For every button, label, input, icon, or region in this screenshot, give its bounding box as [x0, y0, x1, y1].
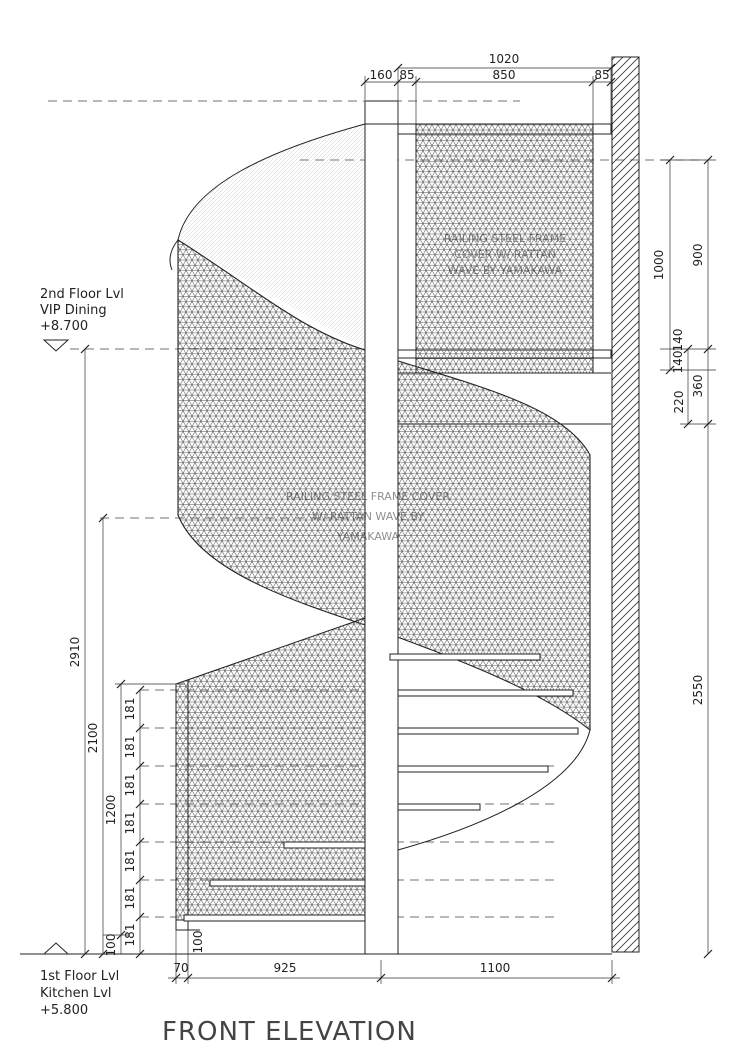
lower-level-name: 1st Floor Lvl: [40, 969, 120, 984]
dim-riser-1: 181: [123, 697, 137, 721]
dim-top-1: 160: [369, 68, 393, 82]
top-dimensions: [361, 52, 615, 124]
dim-right-1000: 1000: [652, 249, 666, 281]
note-main-line-3: YAMAKAWA: [336, 530, 400, 543]
dim-bottom-925: 925: [273, 961, 297, 975]
dim-right-360: 360: [691, 374, 705, 398]
dim-riser-2: 181: [123, 735, 137, 759]
note-upper-line-1: RAILING STEEL FRAME: [443, 232, 567, 245]
upper-level-name: 2nd Floor Lvl: [40, 287, 124, 302]
note-main-line-1: RAILING STEEL FRAME COVER: [285, 490, 451, 503]
dim-right-900: 900: [691, 243, 705, 267]
note-main-line-2: W/ RATTAN WAVE BY: [311, 510, 425, 523]
dim-riser-3: 181: [123, 773, 137, 797]
dim-top-2: 85: [399, 68, 415, 82]
central-post: [365, 101, 398, 954]
lower-level-room: Kitchen Lvl: [40, 986, 112, 1001]
dim-left-1200: 1200: [104, 794, 118, 826]
upper-level-marker: [40, 287, 124, 351]
dim-left-2100: 2100: [86, 722, 100, 754]
dim-right-140a: 140: [671, 328, 685, 352]
upper-level-elevation: +8.700: [40, 319, 89, 334]
drawing-title: FRONT ELEVATION: [162, 1017, 417, 1047]
note-upper-line-2: COVER W/ RATTAN: [454, 248, 556, 261]
dim-bottom-1100: 1100: [479, 961, 511, 975]
dim-riser-7: 181: [123, 923, 137, 947]
wall: [612, 57, 639, 952]
dim-top-overall: 1020: [488, 52, 520, 66]
right-dimensions: [652, 156, 716, 958]
note-upper-railing: [444, 232, 566, 277]
dim-top-4: 85: [594, 68, 610, 82]
dim-riser-4: 181: [123, 811, 137, 835]
dim-right-220: 220: [672, 390, 686, 414]
dim-top-3: 850: [492, 68, 516, 82]
dim-bottom-70: 70: [173, 961, 189, 975]
dim-left-100: 100: [104, 933, 118, 957]
dim-right-140b: 140: [671, 350, 685, 374]
dim-riser-5: 181: [123, 849, 137, 873]
upper-level-room: VIP Dining: [40, 303, 107, 318]
dim-right-2550: 2550: [691, 674, 705, 706]
note-upper-line-3: WAVE BY YAMAKAWA: [447, 264, 563, 277]
dim-left-2910: 2910: [68, 636, 82, 668]
dim-riser-6: 181: [123, 886, 137, 910]
lower-level-elevation: +5.800: [40, 1003, 89, 1018]
dim-base-post: 100: [191, 930, 205, 954]
